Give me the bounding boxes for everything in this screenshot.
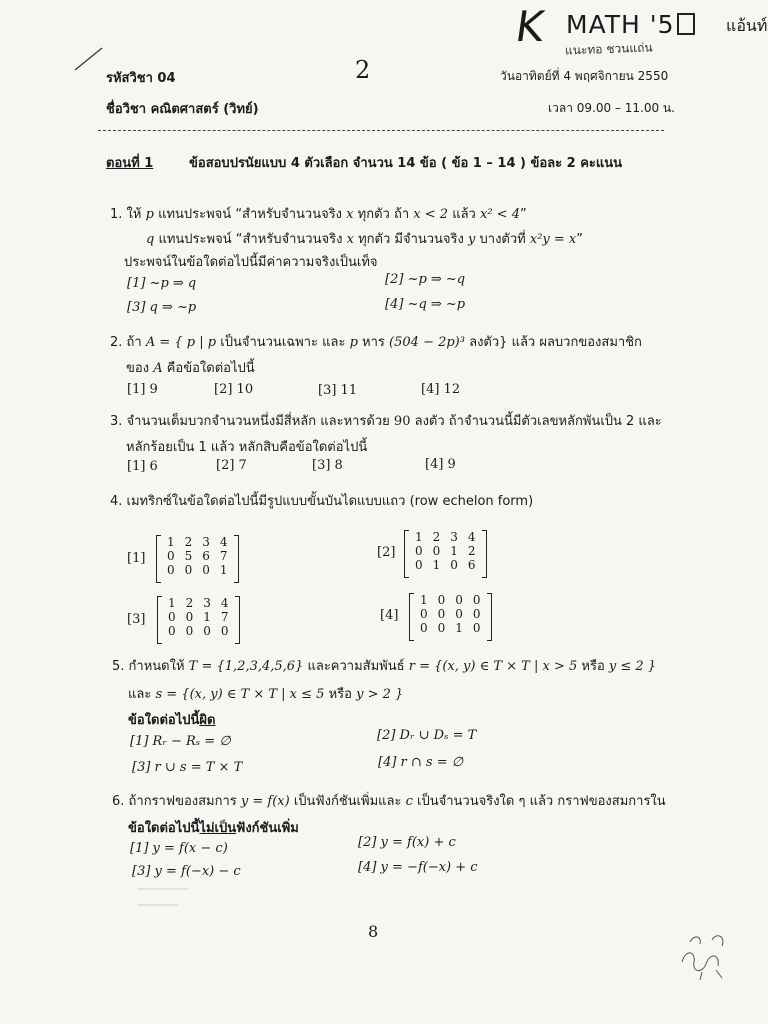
- q5-choice-1: [1] Rᵣ − Rₛ = ∅: [130, 734, 231, 749]
- q2-text: ลงตัว} แล้ว ผลบวกของสมาชิก: [469, 335, 642, 350]
- q5-text: หรือ: [328, 687, 352, 702]
- exam-date: วันอาทิตย์ที่ 4 พฤศจิกายน 2550: [500, 69, 669, 83]
- q5-line-1: [112, 655, 656, 676]
- q2-line-2: [126, 357, 255, 378]
- handwritten-under-text: แนะทอ ชวนแถ่น: [564, 40, 653, 58]
- q5-math: y ≤ 2 }: [608, 659, 657, 674]
- q3-choice-3: [3] 8: [312, 458, 343, 473]
- matrix-cell: 4: [219, 535, 228, 549]
- q2-choice-3: [3] 11: [318, 383, 358, 398]
- q3-choice-1: [1] 6: [127, 459, 158, 474]
- q6-text: 6. ถ้ากราฟของสมการ: [112, 794, 237, 809]
- q6-math: y = f(x): [240, 794, 290, 809]
- section-label: ตอนที่ 1: [106, 156, 154, 171]
- q6-line-1: [112, 790, 666, 811]
- q3-choice-2: [2] 7: [216, 458, 247, 473]
- matrix-cell: 1: [420, 593, 428, 607]
- matrix-cell: 0: [184, 563, 193, 577]
- q6-text: ฟังก์ชันเพิ่ม: [236, 821, 299, 836]
- matrix-bracket-left: [157, 596, 162, 644]
- q6-text: เป็นจำนวนจริงใด ๆ แล้ว กราฟของสมการใน: [417, 794, 666, 809]
- q1-var: x: [346, 207, 354, 222]
- matrix-cell: 0: [202, 563, 210, 577]
- q2-text: 2. ถ้า: [110, 335, 142, 350]
- q1-var: p: [145, 207, 154, 222]
- matrix-cell: 0: [167, 549, 175, 563]
- q1-math: x² < 4: [480, 207, 520, 222]
- matrix-cell: 0: [220, 624, 229, 638]
- matrix-cell: 2: [185, 596, 194, 610]
- q6-text: ข้อใดต่อไปนี้: [128, 821, 200, 836]
- q6-choice-4: [4] y = −f(−x) + c: [358, 860, 478, 875]
- pen-stroke-mark: [72, 44, 106, 74]
- q1-choice-3: [3] q ⇒ ~p: [127, 300, 197, 315]
- section-description: ข้อสอบปรนัยแบบ 4 ตัวเลือก จำนวน 14 ข้อ ( ข้อ 1 – 14 ) ข้อละ 2 คะแนน: [189, 156, 623, 171]
- q4-choice-2-label: [2]: [377, 545, 396, 560]
- matrix-cell: 0: [420, 607, 428, 621]
- q4-matrix-1: [156, 535, 239, 577]
- matrix-cell: 6: [202, 549, 210, 563]
- q5-choice-3: [3] r ∪ s = T × T: [132, 760, 243, 775]
- matrix-cell: 0: [415, 544, 423, 558]
- matrix-cell: 1: [450, 544, 458, 558]
- q1-math: x < 2: [413, 207, 449, 222]
- q4-choice-1-label: [1]: [127, 551, 146, 566]
- matrix-bracket-right: [487, 593, 492, 641]
- q5-text: 5. กำหนดให้: [112, 659, 185, 674]
- q2-text: คือข้อใดต่อไปนี้: [166, 361, 255, 376]
- q4-text-en: (row echelon form): [409, 494, 534, 509]
- matrix-grid: [415, 593, 486, 635]
- q6-text: เป็นฟังก์ชันเพิ่มและ: [293, 794, 402, 809]
- q5-math: T = {1,2,3,4,5,6}: [188, 659, 304, 674]
- matrix-bracket-right: [482, 530, 487, 578]
- q2-line-1: [110, 331, 642, 352]
- q1-text: ทุกตัว มีจำนวนจริง: [358, 232, 464, 247]
- matrix-cell: 2: [184, 535, 193, 549]
- q1-text: ”: [519, 207, 527, 222]
- matrix-cell: 0: [185, 610, 194, 624]
- q6-var: c: [405, 794, 413, 809]
- matrix-bracket-right: [235, 596, 240, 644]
- matrix-cell: 7: [219, 549, 228, 563]
- matrix-cell: 4: [467, 530, 476, 544]
- matrix-cell: 0: [437, 607, 446, 621]
- handwritten-right-text: แอ้นท์: [726, 16, 768, 35]
- q2-math: (504 − 2p)³: [389, 335, 465, 350]
- q4-text: 4. เมทริกซ์ในข้อใดต่อไปนี้มีรูปแบบขั้นบันไดแบบแถว: [110, 494, 406, 509]
- q6-choice-2: [2] y = f(x) + c: [358, 835, 456, 850]
- handwritten-k: K: [512, 2, 547, 51]
- handwritten-math-label: [566, 10, 695, 39]
- q5-math: r = {(x, y) ∈ T × T | x > 5: [408, 659, 578, 674]
- matrix-cell: 1: [415, 530, 423, 544]
- q4-matrix-3: [157, 596, 240, 638]
- matrix-cell: 0: [437, 593, 446, 607]
- q1-text: ”: [576, 232, 584, 247]
- q6-choice-3: [3] y = f(−x) − c: [132, 864, 241, 879]
- matrix-cell: 0: [450, 558, 458, 572]
- q5-text: และความสัมพันธ์: [307, 659, 405, 674]
- matrix-bracket-right: [234, 535, 239, 583]
- matrix-cell: 2: [467, 544, 476, 558]
- q1-choice-2: [2] ~p ⇒ ~q: [385, 272, 466, 287]
- header-divider: [98, 130, 664, 131]
- q1-prompt: ประพจน์ในข้อใดต่อไปนี้มีค่าความจริงเป็นเท็จ: [124, 255, 378, 270]
- q1-text: ทุกตัว ถ้า: [357, 207, 410, 222]
- matrix-cell: 2: [432, 530, 441, 544]
- q5-text: ข้อใดต่อไปนี้: [128, 713, 200, 728]
- q3-line-1: [110, 410, 662, 431]
- show-through-smudge: [138, 880, 198, 920]
- q2-text: ของ: [126, 361, 150, 376]
- matrix-cell: 0: [437, 621, 446, 635]
- matrix-cell: 0: [168, 610, 176, 624]
- q4-line-1: [110, 490, 533, 511]
- q1-choice-1: [1] ~p ⇒ q: [127, 276, 197, 291]
- matrix-cell: 7: [220, 610, 229, 624]
- matrix-grid: [162, 535, 233, 577]
- q5-math: y > 2 }: [356, 687, 404, 702]
- q5-emphasis: ผิด: [199, 713, 216, 728]
- q6-line-2: [128, 817, 299, 838]
- matrix-cell: 5: [184, 549, 193, 563]
- q2-var: A: [153, 361, 163, 376]
- q6-emphasis: ไม่เป็น: [199, 821, 237, 836]
- handwritten-box-mark: [677, 13, 695, 35]
- q1-text: บางตัวที่: [479, 232, 526, 247]
- matrix-bracket-left: [404, 530, 409, 578]
- matrix-cell: 1: [167, 535, 175, 549]
- q2-text: หาร: [362, 335, 385, 350]
- q3-text: ลงตัว ถ้าจำนวนนี้มีตัวเลขหลักพันเป็น 2 และ: [414, 414, 662, 429]
- matrix-cell: 0: [415, 558, 423, 572]
- q4-choice-3-label: [3]: [127, 612, 146, 627]
- subject-name: ชื่อวิชา คณิตศาสตร์ (วิทย์): [106, 102, 259, 117]
- matrix-cell: 0: [455, 593, 463, 607]
- q1-line-2: [146, 228, 583, 249]
- q1-choice-4: [4] ~q ⇒ ~p: [385, 297, 466, 312]
- q2-choice-1: [1] 9: [127, 382, 158, 397]
- q5-choice-4: [4] r ∩ s = ∅: [378, 755, 464, 770]
- course-code: รหัสวิชา 04: [106, 71, 176, 86]
- matrix-cell: 0: [472, 593, 481, 607]
- matrix-cell: 3: [203, 596, 211, 610]
- matrix-cell: 1: [432, 558, 441, 572]
- q4-matrix-4: [409, 593, 492, 635]
- q5-math: s = {(x, y) ∈ T × T | x ≤ 5: [155, 687, 325, 702]
- page-number: 2: [355, 56, 371, 84]
- q2-var: p: [349, 335, 358, 350]
- matrix-cell: 1: [203, 610, 211, 624]
- q1-text: แทนประพจน์ “สำหรับจำนวนจริง: [158, 232, 343, 247]
- exam-time: เวลา 09.00 – 11.00 น.: [548, 101, 675, 115]
- matrix-bracket-left: [409, 593, 414, 641]
- doodle-drawing: [672, 922, 742, 982]
- matrix-cell: 0: [455, 607, 463, 621]
- q1-var: q: [146, 232, 155, 247]
- q1-text: 1. ให้: [110, 207, 142, 222]
- matrix-cell: 0: [167, 563, 175, 577]
- q3-choice-4: [4] 9: [425, 457, 456, 472]
- matrix-grid: [163, 596, 234, 638]
- q6-choice-1: [1] y = f(x − c): [130, 841, 228, 856]
- q5-prompt: [128, 709, 215, 730]
- q1-math: x²y = x: [529, 232, 577, 247]
- matrix-cell: 1: [455, 621, 463, 635]
- q1-text: แล้ว: [452, 207, 476, 222]
- footer-mark: 8: [368, 922, 379, 941]
- matrix-cell: 3: [202, 535, 210, 549]
- matrix-cell: 4: [220, 596, 229, 610]
- q4-matrix-2: [404, 530, 487, 572]
- q3-number: 90: [393, 414, 411, 429]
- matrix-cell: 0: [472, 607, 481, 621]
- q5-text: หรือ: [581, 659, 605, 674]
- q3-line-2: หลักร้อยเป็น 1 แล้ว หลักสิบคือข้อใดต่อไปนี้: [126, 440, 368, 455]
- matrix-bracket-left: [156, 535, 161, 583]
- matrix-cell: 0: [185, 624, 194, 638]
- handwritten-math-text: MATH '5: [566, 10, 675, 39]
- matrix-cell: 0: [168, 624, 176, 638]
- q1-var: y: [468, 232, 476, 247]
- q2-math: A = { p | p: [145, 335, 217, 350]
- matrix-cell: 1: [219, 563, 228, 577]
- matrix-cell: 0: [472, 621, 481, 635]
- matrix-cell: 0: [203, 624, 211, 638]
- q4-choice-4-label: [4]: [380, 608, 399, 623]
- q2-choice-4: [4] 12: [421, 382, 461, 397]
- q2-choice-2: [2] 10: [214, 382, 254, 397]
- q5-line-2: [128, 683, 403, 704]
- q1-text: แทนประพจน์ “สำหรับจำนวนจริง: [158, 207, 343, 222]
- q1-var: x: [346, 232, 354, 247]
- matrix-cell: 1: [168, 596, 176, 610]
- matrix-grid: [410, 530, 481, 572]
- matrix-cell: 3: [450, 530, 458, 544]
- q2-text: เป็นจำนวนเฉพาะ และ: [220, 335, 346, 350]
- q3-text: 3. จำนวนเต็มบวกจำนวนหนึ่งมีสี่หลัก และหารด้วย: [110, 414, 390, 429]
- matrix-cell: 0: [420, 621, 428, 635]
- q5-choice-2: [2] Dᵣ ∪ Dₛ = T: [377, 728, 477, 743]
- matrix-cell: 6: [467, 558, 476, 572]
- q1-line-1: [110, 203, 527, 224]
- q5-text: และ: [128, 687, 152, 702]
- matrix-cell: 0: [432, 544, 441, 558]
